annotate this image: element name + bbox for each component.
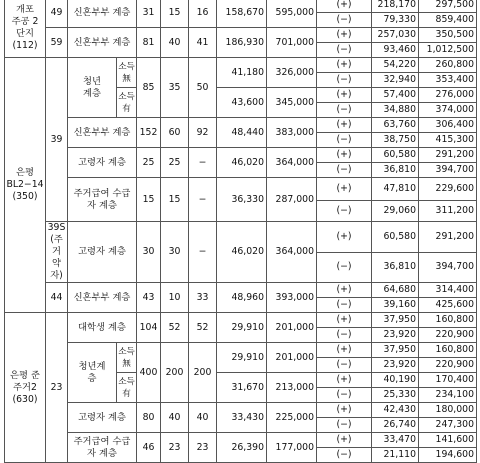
count-cell: 200 [189,343,217,403]
total-cell: 85 [137,58,161,118]
type-cell: 청년 계층 [68,58,117,118]
rent-cell: 225,000 [267,403,317,433]
value-cell: 306,400 [419,118,477,133]
value-cell: 79,330 [372,13,419,28]
count-cell: 35 [161,58,189,118]
value-cell: 60,580 [372,148,419,163]
value-cell: 37,950 [372,343,419,358]
count-cell: − [189,178,217,222]
deposit-cell: 36,330 [217,178,267,222]
type-cell: 고령자 계층 [68,222,137,283]
sign-cell: (+) [317,88,372,103]
size-cell: 39 [46,58,68,222]
sign-cell: (−) [317,73,372,88]
sign-cell: (+) [317,373,372,388]
table-row [5,313,477,328]
value-cell: 63,760 [372,118,419,133]
value-cell: 194,600 [419,448,477,463]
type-cell: 신혼부부 계층 [68,0,137,28]
type-cell: 청년계 층 [68,343,117,403]
sign-cell: (−) [317,358,372,373]
value-cell: 229,600 [419,178,477,201]
sign-cell: (−) [317,448,372,463]
total-cell: 43 [137,283,161,313]
count-cell: 15 [161,0,189,28]
value-cell: 32,940 [372,73,419,88]
value-cell: 394,700 [419,163,477,178]
count-cell: 52 [161,313,189,343]
value-cell: 160,800 [419,313,477,328]
count-cell: 33 [189,283,217,313]
value-cell: 314,400 [419,283,477,298]
value-cell: 180,000 [419,403,477,418]
sign-cell: (+) [317,343,372,358]
table-row [5,222,477,253]
count-cell: 41 [189,28,217,58]
value-cell: 257,030 [372,28,419,43]
value-cell: 247,300 [419,418,477,433]
deposit-cell: 48,960 [217,283,267,313]
rent-cell: 595,000 [267,0,317,28]
income-cell: 소득 無 [117,343,137,373]
rent-cell: 201,000 [267,343,317,373]
total-cell: 400 [137,343,161,403]
count-cell: 40 [161,403,189,433]
value-cell: 33,470 [372,433,419,448]
table-row [5,118,477,133]
table-row [5,148,477,163]
value-cell: 291,200 [419,148,477,163]
deposit-cell: 158,670 [217,0,267,28]
value-cell: 21,110 [372,448,419,463]
size-cell: 39S (주거 약자) [46,222,68,283]
value-cell: 260,800 [419,58,477,73]
value-cell: 350,500 [419,28,477,43]
value-cell: 47,810 [372,178,419,201]
size-cell: 59 [46,28,68,58]
value-cell: 311,200 [419,201,477,222]
area-cell: 은평 BL2−14 (350) [5,58,46,313]
value-cell: 34,880 [372,103,419,118]
deposit-cell: 43,600 [217,88,267,118]
value-cell: 54,220 [372,58,419,73]
rent-cell: 287,000 [267,178,317,222]
count-cell: 52 [189,313,217,343]
deposit-cell: 46,020 [217,148,267,178]
value-cell: 40,190 [372,373,419,388]
income-cell: 소득 無 [117,58,137,88]
deposit-cell: 26,390 [217,433,267,463]
sign-cell: (−) [317,133,372,148]
size-cell: 44 [46,283,68,313]
sign-cell: (−) [317,103,372,118]
value-cell: 859,400 [419,13,477,28]
size-cell: 49 [46,0,68,28]
rent-cell: 701,000 [267,28,317,58]
sign-cell: (+) [317,58,372,73]
value-cell: 415,300 [419,133,477,148]
table-row [5,28,477,43]
sign-cell: (+) [317,222,372,253]
count-cell: 40 [189,403,217,433]
table-row [5,0,477,13]
count-cell: 25 [161,148,189,178]
deposit-cell: 186,930 [217,28,267,58]
value-cell: 276,000 [419,88,477,103]
count-cell: − [189,148,217,178]
rent-table [4,0,477,463]
deposit-cell: 46,020 [217,222,267,283]
count-cell: 15 [161,178,189,222]
value-cell: 170,400 [419,373,477,388]
sign-cell: (+) [317,0,372,13]
count-cell: − [189,222,217,283]
table-row [5,178,477,201]
total-cell: 81 [137,28,161,58]
value-cell: 36,810 [372,163,419,178]
sign-cell: (+) [317,28,372,43]
type-cell: 고령자 계층 [68,403,137,433]
total-cell: 30 [137,222,161,283]
count-cell: 200 [161,343,189,403]
rent-cell: 393,000 [267,283,317,313]
count-cell: 16 [189,0,217,28]
rent-cell: 326,000 [267,58,317,88]
rent-cell: 364,000 [267,148,317,178]
size-cell: 23 [46,313,68,463]
sign-cell: (−) [317,388,372,403]
sign-cell: (+) [317,433,372,448]
count-cell: 30 [161,222,189,283]
value-cell: 220,900 [419,328,477,343]
table-row [5,433,477,448]
sign-cell: (−) [317,418,372,433]
rent-cell: 383,000 [267,118,317,148]
value-cell: 297,500 [419,0,477,13]
type-cell: 주거급여 수급 자 계층 [68,178,137,222]
value-cell: 93,460 [372,43,419,58]
sign-cell: (+) [317,283,372,298]
value-cell: 25,330 [372,388,419,403]
value-cell: 60,580 [372,222,419,253]
sign-cell: (+) [317,118,372,133]
value-cell: 1,012,500 [419,43,477,58]
sign-cell: (−) [317,163,372,178]
sign-cell: (+) [317,148,372,163]
value-cell: 23,920 [372,328,419,343]
deposit-cell: 31,670 [217,373,267,403]
count-cell: 40 [161,28,189,58]
value-cell: 42,430 [372,403,419,418]
value-cell: 23,920 [372,358,419,373]
table-row [5,343,477,358]
sign-cell: (−) [317,43,372,58]
sign-cell: (−) [317,252,372,283]
type-cell: 고령자 계층 [68,148,137,178]
value-cell: 64,680 [372,283,419,298]
value-cell: 37,950 [372,313,419,328]
table-row [5,403,477,418]
sign-cell: (−) [317,328,372,343]
value-cell: 57,400 [372,88,419,103]
value-cell: 160,800 [419,343,477,358]
area-cell: 개포 주공 2 단지 (112) [5,0,46,58]
value-cell: 39,160 [372,298,419,313]
total-cell: 25 [137,148,161,178]
deposit-cell: 29,910 [217,313,267,343]
rent-cell: 364,000 [267,222,317,283]
type-cell: 주거급여 수급 자 계층 [68,433,137,463]
total-cell: 152 [137,118,161,148]
deposit-cell: 41,180 [217,58,267,88]
deposit-cell: 29,910 [217,343,267,373]
count-cell: 23 [161,433,189,463]
value-cell: 353,400 [419,73,477,88]
type-cell: 신혼부부 계층 [68,118,137,148]
rent-cell: 177,000 [267,433,317,463]
sign-cell: (+) [317,178,372,201]
total-cell: 46 [137,433,161,463]
value-cell: 220,900 [419,358,477,373]
value-cell: 141,600 [419,433,477,448]
total-cell: 104 [137,313,161,343]
area-cell: 은평 준 주거2 (630) [5,313,46,463]
deposit-cell: 48,440 [217,118,267,148]
sign-cell: (−) [317,13,372,28]
table-row [5,283,477,298]
count-cell: 92 [189,118,217,148]
table-row [5,58,477,73]
value-cell: 36,810 [372,252,419,283]
sign-cell: (+) [317,403,372,418]
income-cell: 소득 有 [117,373,137,403]
total-cell: 15 [137,178,161,222]
value-cell: 38,750 [372,133,419,148]
sign-cell: (−) [317,201,372,222]
type-cell: 대학생 계층 [68,313,137,343]
sign-cell: (+) [317,313,372,328]
value-cell: 374,000 [419,103,477,118]
deposit-cell: 33,430 [217,403,267,433]
type-cell: 신혼부부 계층 [68,28,137,58]
value-cell: 425,600 [419,298,477,313]
rent-cell: 345,000 [267,88,317,118]
value-cell: 291,200 [419,222,477,253]
total-cell: 31 [137,0,161,28]
count-cell: 10 [161,283,189,313]
income-cell: 소득 有 [117,88,137,118]
sign-cell: (−) [317,298,372,313]
count-cell: 60 [161,118,189,148]
count-cell: 23 [189,433,217,463]
value-cell: 394,700 [419,252,477,283]
type-cell: 신혼부부 계층 [68,283,137,313]
count-cell: 50 [189,58,217,118]
value-cell: 234,100 [419,388,477,403]
rent-cell: 213,000 [267,373,317,403]
value-cell: 218,170 [372,0,419,13]
value-cell: 26,740 [372,418,419,433]
value-cell: 29,060 [372,201,419,222]
total-cell: 80 [137,403,161,433]
rent-cell: 201,000 [267,313,317,343]
